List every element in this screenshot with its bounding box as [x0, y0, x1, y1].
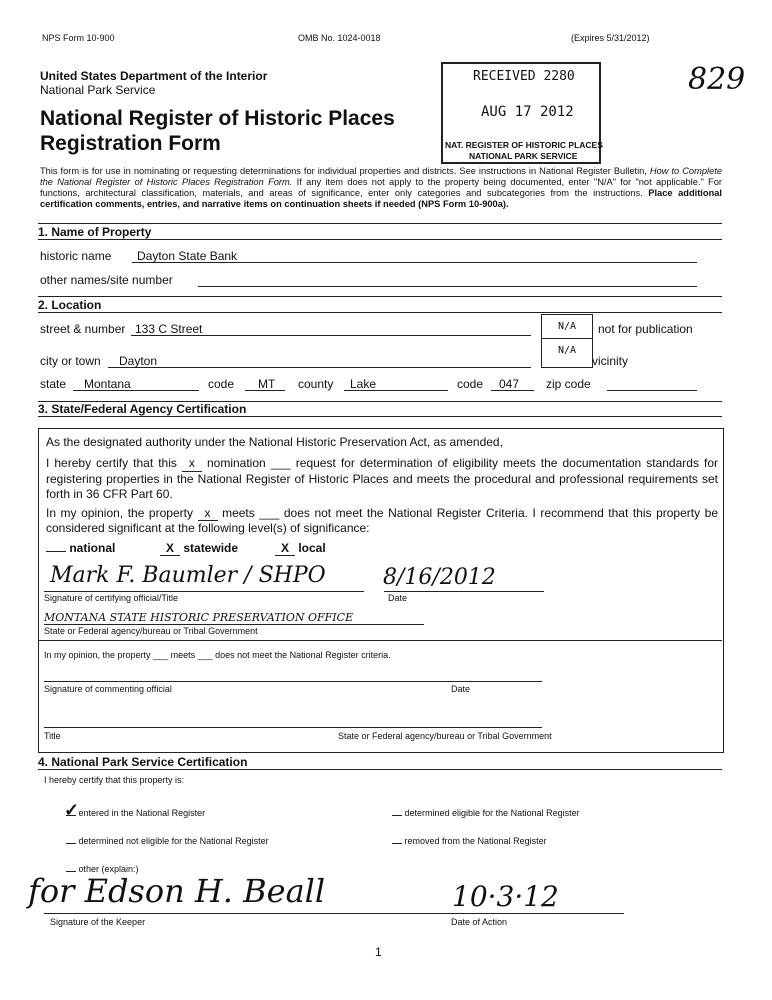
certification-divider [38, 640, 722, 641]
county-code-line [491, 390, 534, 391]
section-2-heading: 2. Location [38, 298, 102, 312]
comment-title-line[interactable] [44, 727, 542, 728]
nomination-checkmark[interactable]: x [182, 456, 202, 472]
section-2-rule [38, 312, 722, 313]
keeper-signature-line [44, 913, 624, 914]
stamp-received: RECEIVED 2280 [473, 69, 575, 84]
form-title: National Register of Historic Places [40, 107, 395, 130]
intro-paragraph [40, 166, 722, 210]
certifying-signature-label: Signature of certifying official/Title [44, 593, 179, 603]
keeper-signature: for Edson H. Beall [28, 872, 326, 910]
certifying-signature: Mark F. Baumler / SHPO [50, 563, 326, 588]
meets-checkmark[interactable]: x [198, 506, 218, 521]
keeper-date-label: Date of Action [451, 917, 508, 927]
cert-text-2: nomination ___ request for determination of eligibility meets the documentation standards for registering properties in the National Register of Historic Places and meets the procedural and professional requirements set forth in 36 CFR Part 60. [46, 456, 718, 501]
stamp-line1: NAT. REGISTER OF HISTORIC PLACES [445, 140, 603, 150]
state-label: state [40, 377, 67, 391]
stamp-line2: NATIONAL PARK SERVICE [469, 151, 578, 161]
comment-date-label: Date [451, 684, 471, 694]
historic-name-value[interactable]: Dayton State Bank [137, 249, 238, 263]
entered-checkmark: ✓ [64, 800, 80, 820]
statewide-checkmark: X [160, 541, 180, 556]
county-label: county [298, 377, 334, 391]
vicinity-checkbox[interactable]: N/A [541, 338, 593, 368]
agency-label: State or Federal agency/bureau or Tribal Government [44, 626, 258, 636]
city-label: city or town [40, 354, 101, 368]
certifying-signature-line [44, 591, 364, 592]
county-code-label: code [457, 377, 484, 391]
street-label: street & number [40, 322, 126, 336]
state-code-value[interactable]: MT [258, 377, 276, 391]
department: United States Department of the Interior [40, 69, 268, 83]
cert-text-1: I hereby certify that this [46, 456, 177, 470]
certifying-date-line [384, 591, 544, 592]
keeper-date: 10·3·12 [452, 880, 559, 913]
section-3-heading: 3. State/Federal Agency Certification [38, 402, 247, 416]
opinion-text-2: meets ___ does not meet the National Register Criteria. I recommend that this property be considered significant at the following level(s) of significance: [46, 506, 719, 535]
keeper-signature-label: Signature of the Keeper [50, 917, 146, 927]
other-names-label: other names/site number [40, 273, 173, 287]
comment-signature-label: Signature of commenting official [44, 684, 172, 694]
level-local[interactable] [275, 541, 326, 556]
city-line [108, 367, 531, 368]
state-value[interactable]: Montana [84, 377, 131, 391]
county-code-value[interactable]: 047 [499, 377, 520, 391]
section-4-heading: 4. National Park Service Certification [38, 755, 248, 769]
intro-bulletin-title: How to Complete the National Register of Historic Places Registration Form. [40, 166, 722, 187]
option-not-eligible[interactable] [66, 836, 269, 846]
comment-agency-label: State or Federal agency/bureau or Tribal Government [338, 731, 552, 741]
section-3-rule [38, 416, 722, 417]
expiration: (Expires 5/31/2012) [571, 33, 650, 43]
omb-number: OMB No. 1024-0018 [298, 33, 381, 43]
option-other-label: other (explain:) [78, 864, 139, 874]
state-code-label: code [208, 377, 235, 391]
nfp-label: not for publication [598, 322, 693, 336]
section-1-heading: 1. Name of Property [38, 225, 152, 239]
state-code-line [245, 390, 285, 391]
cert-authority: As the designated authority under the National Historic Preservation Act, as amended, [46, 435, 503, 449]
option-entered[interactable] [66, 808, 205, 818]
keeper-intro: I hereby certify that this property is: [44, 775, 185, 785]
not-eligible-blank [66, 843, 76, 844]
cert-paragraph [46, 456, 718, 502]
intro-text-1: This form is for use in nominating or requesting determinations for individual properties and districts. See instructions in National Register Bulletin, [40, 166, 650, 176]
option-eligible[interactable] [392, 808, 580, 818]
level-local-label: local [298, 541, 326, 555]
comment-signature-line[interactable] [44, 681, 542, 682]
eligible-blank [392, 815, 402, 816]
opinion-paragraph [46, 506, 718, 535]
intro-text-2: If any item does not apply to the property being documented, enter "N/A" for "not applicable." For functions, architectural classification, materials, and areas of significance, enter only categories and subcategories from the instructions. [40, 177, 723, 198]
option-removed-label: removed from the National Register [404, 836, 547, 846]
national-blank [46, 551, 66, 552]
agency-line [44, 624, 424, 625]
service: National Park Service [40, 83, 156, 97]
stamp-date: AUG 17 2012 [481, 104, 574, 120]
page-number: 1 [375, 945, 382, 959]
section-1-rule [38, 239, 722, 240]
zip-label: zip code [546, 377, 591, 391]
level-statewide-label: statewide [183, 541, 239, 555]
street-line [131, 335, 531, 336]
local-checkmark: X [275, 541, 295, 556]
other-names-field[interactable] [198, 286, 697, 287]
received-stamp [441, 62, 601, 164]
nfp-checkbox[interactable]: N/A [541, 314, 593, 340]
section-4-rule [38, 769, 722, 770]
option-entered-label: entered in the National Register [78, 808, 206, 818]
vicinity-label: vicinity [592, 354, 629, 368]
historic-name-label: historic name [40, 249, 112, 263]
intro-continuation-note: Place additional certification comments, entries, and narrative items on continuation sheets if needed (NPS Form 10-900a). [40, 188, 723, 209]
agency-handwritten: MONTANA STATE HISTORIC PRESERVATION OFFICE [44, 611, 354, 624]
section-1-rule-top [38, 223, 722, 224]
removed-blank [392, 843, 402, 844]
option-removed[interactable] [392, 836, 547, 846]
county-value[interactable]: Lake [350, 377, 377, 391]
state-line [73, 390, 199, 391]
entered-blank [66, 815, 76, 816]
option-not-eligible-label: determined not eligible for the National Register [78, 836, 269, 846]
opinion-text-1: In my opinion, the property [46, 506, 193, 520]
certifying-date-label: Date [388, 593, 408, 603]
city-value[interactable]: Dayton [119, 354, 158, 368]
county-line [344, 390, 448, 391]
comment-title-label: Title [44, 731, 61, 741]
level-national[interactable] [46, 541, 115, 555]
handwritten-number: 829 [688, 62, 746, 97]
level-national-label: national [69, 541, 116, 555]
level-statewide[interactable] [160, 541, 238, 556]
form-subtitle: Registration Form [40, 132, 221, 155]
zip-field[interactable] [607, 390, 697, 391]
section-2-rule-top [38, 296, 722, 297]
form-number: NPS Form 10-900 [42, 33, 115, 43]
option-eligible-label: determined eligible for the National Register [404, 808, 580, 818]
certifying-date: 8/16/2012 [383, 565, 496, 590]
street-value[interactable]: 133 C Street [135, 322, 203, 336]
comment-opinion: In my opinion, the property ___ meets ___ does not meet the National Register criteria. [44, 650, 391, 660]
